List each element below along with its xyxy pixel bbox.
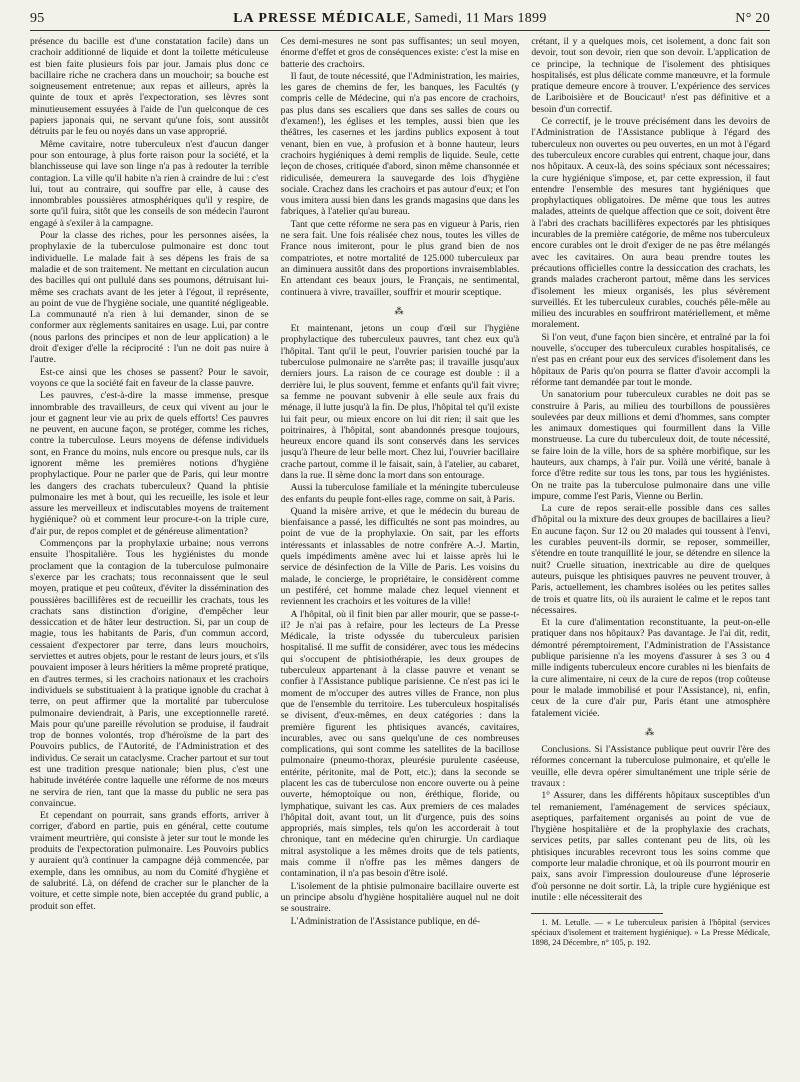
paragraph: Si l'on veut, d'une façon bien sincère, et entraîné par la foi nouvelle, s'occuper des tuberculeux curables hospitalisés, ce n'est pas en créant pour eux des services d'isolement dans les hôpitaux de Paris qu'on pourra se flatter d'avoir accompli la réforme tant demandée par tout le monde. <box>531 331 771 388</box>
paragraph: Est-ce ainsi que les choses se passent? Pour le savoir, voyons ce que la société fait en faveur de la classe pauvre. <box>30 366 269 389</box>
journal-name: LA PRESSE MÉDICALE <box>233 11 407 26</box>
paragraph: L'Administration de l'Assistance publique, en dé- <box>290 915 481 927</box>
footnote-rule <box>531 913 662 914</box>
paragraph: Pour la classe des riches, pour les personnes aisées, la prophylaxie de la tuberculose pulmonaire est donc tout individuelle. Le malade fait à ses dépens les frais de sa maladie et de son traitement. Ne mettant en circulation aucun des bacilles qui ont pullulé dans ses poumons, détruisant lui-même ses crachats avant de les jeter à l'égout, il représente, au point de vue de l'hygiène sociale, une quantité négligeable. La communauté n'a rien à lui demander, sinon de se conformer aux règlements sanitaires en usage. Lui, par contre (nous parlons des principes et non de leur application) a le droit d'exiger d'elle la réciprocité : l'un ne doit pas nuire à l'autre. <box>30 230 269 366</box>
paragraph: Conclusions. Si l'Assistance publique peut ouvrir l'ère des réformes concernant la tuberculose pulmonaire, et qu'elle le veuille, elle devra opérer simultanément une triple série de travaux : <box>531 744 771 789</box>
column-2 <box>281 36 520 1074</box>
paragraph: L'isolement de la phtisie pulmonaire bacillaire ouverte est un principe absolu d'hygiène hospitalière auquel nul ne doit se soustraire. <box>280 880 520 915</box>
paragraph: La cure de repos serait-elle possible dans ces salles d'hôpital ou la mixture des deux groupes de bacillaires a lieu? En aucune façon. Sur 12 ou 20 malades qui toussent à l'envi, les curables peuvent-ils dormir, se reposer, sommeiller, s'étendre en toute tranquillité le jour, se détendre en silence la nuit? Cruelle situation, inextricable au dire de quelques auteurs, puisque les phtisiques pauvres ne peuvent trouver, à Paris, actuellement, les chambres isolées ou les petites salles de trois et quatre lits, où ils auraient le calme et le repos tant nécessaires. <box>531 503 771 616</box>
paragraph: 1° Assurer, dans les différents hôpitaux susceptibles d'un tel remaniement, l'aménagement de services spéciaux, aseptiques, parfaitement organisés au point de vue de l'hygiène hospitalière et de la prophylaxie des crachats, services petits, par salles contenant peu de lits, où les phtisiques incurables recevront tous les soins comme que comporte leur maladie chronique, et où ils pourront mourir en paix, sans avoir l'impression douloureuse d'une léproserie d'où personne ne doit sortir. Là, la triple cure hygiénique est inutile : elle nécessiterait des <box>531 790 771 903</box>
masthead <box>45 11 736 27</box>
section-separator: ⁂ <box>394 305 406 316</box>
paragraph: Tant que cette réforme ne sera pas en vigueur à Paris, rien ne sera fait. Une fois réalisée chez nous, toutes les villes de France nous imiteront, pour le plus grand bien de nos compatriotes, et notre mortalité de 125.000 tuberculeux par an diminuera aussitôt dans des proportions invraisemblables. En attendant ces beaux jours, le Français, ne sentimental, continuera à vivre, travailler, souffrir et mourir sceptique. <box>280 218 520 298</box>
paragraph: Quand la misère arrive, et que le médecin du bureau de bienfaisance a passé, les difficultés ne sont pas moindres, au point de vue de la prophylaxie. On sait, par les efforts intéressants et inlassables de notre confrère A.-J. Martin, quels impédiments amène avec lui et laisse après lui le service de désinfection de la Ville de Paris. Les voisins du malade, le concierge, le propriétaire, le considèrent comme un pestiféré, cet homme malade chez lequel viennent et reviennent les crachoirs et les voitures de la ville! <box>280 505 520 608</box>
paragraph: Et maintenant, jetons un coup d'œil sur l'hygiène prophylactique des tuberculeux pauvres, tant chez eux qu'à l'hôpital. Tant qu'il le peut, l'ouvrier parisien touché par la tuberculose pulmonaire ne s'arrête pas; il travaille jusqu'aux derniers jours. La raison de ce courage est double : il a derrière lui, le plus souvent, femme et enfants qu'il fait vivre; sa femme ne pouvant subvenir à elle seule aux frais du ménage, il lutte jusqu'à la fin. De plus, l'hôpital tel qu'il existe lui fait peur, ou mieux encore on lui dit rien; il sait que les poitrinaires, à l'hôpital, sont abandonnés presque toujours, heureux encore quand ils sont conservés dans les services jusqu'à l'heure de leur belle mort. Chez lui, l'ouvrier bacillaire crache partout, comme il le faisait, sain, à l'atelier, au cabaret, dans la rue. Il sème donc la mort dans son entourage. <box>280 323 520 481</box>
section-separator: ⁂ <box>645 726 657 737</box>
paragraph: Même cavitaire, notre tuberculeux n'est d'aucun danger pour son entourage, à plus forte raison pour la société, et la blanchisseuse qui lave son linge n'a pas à redouter la terrible contagion. La ville qu'il habite n'a rien à craindre de lui : c'est lui, tout au contraire, qui souffre par elle, à cause des innombrables poussières atmosphériques qu'il y respire, de sorte qu'il fuira, sitôt que les conseils de son médecin l'auront engagé à s'exiler à la campagne. <box>30 138 269 229</box>
paragraph: Un sanatorium pour tuberculeux curables ne doit pas se construire à Paris, au milieu des tourbillons de poussières soulevées par deux millions et demi d'hommes, sans compter les animaux domestiques qui fourmillent dans la Ville monstrueuse. La cure du tuberculeux doit, de toute nécessité, se faire loin de la ville, hors de sa sphère morbifique, sur les hauteurs, aux champs, à l'air pur. Voilà une vérité, banale à force d'être redite sur tous les tons, par tous les hygiénistes. On ne traite pas la tuberculose pulmonaire dans une ville impure, comme l'est Paris, Vienne ou Berlin. <box>531 389 771 502</box>
issue-date: , Samedi, 11 Mars 1899 <box>406 11 547 26</box>
paragraph: crétant, il y a quelques mois, cet isolement, a donc fait son devoir, tout son devoir, rien que son devoir. L'application de ce principe, la technique de l'isolement des phtisiques hospitalisés, est plus délicate comme manœuvre, et la formule pratique demeure encore à trouver. L'expérience des services de Lariboisière et de Boucicaut¹ n'est pas définitive et a besoin d'un correctif. <box>531 36 771 115</box>
paragraph: Ce correctif, je le trouve précisément dans les devoirs de l'Administration de l'Assistance publique à l'égard des tuberculeux non ouvertes ou peu ouvertes, en un mot à l'égard des tuberculeux encore curables qui entrent, chaque jour, dans nos hôpitaux. A ceux-là, des soins spéciaux sont nécessaires; la cure hygiénique s'impose, et, par cette expression, il faut entendre l'ensemble des mesures tant hygiéniques que prophylactiques obligatoires. De même que tous les autres malades, atteints de quelque affection que ce soit, doivent être à l'abri des crachats bacillifères expectorés par les phtisiques incurables de la première catégorie, de même nos tuberculeux encore curables ont le droit d'exiger de ne pas être mélangés avec les cavitaires. On aura beau prendre toutes les précautions officielles contre la dessiccation des crachats, les grands malades cracheront partout, même dans les services d'isolement les mieux organisés, les plus sévèrement surveillés. Et les tuberculeux curables, couchés pêle-mêle au milieu des incurables en souffriront matériellement, et même moralement. <box>531 116 771 331</box>
paragraph: Et la cure d'alimentation reconstituante, la peut-on-elle pratiquer dans nos hôpitaux? Pas davantage. Je l'ai dit, redit, démontré péremptoirement, l'Administration de l'Assistance publique parisienne n'a les moyens d'assurer à ses 3 ou 4 mille indigents tuberculeux encore curables ni les bienfaits de la cure alimentaire, ni ceux de la cure de repos (trop coûteuse pour le malade immobilisé et pour l'Assistance), ni, enfin, ceux de la cure d'air pur, Paris étant une atmosphère fatalement viciée. <box>531 617 771 719</box>
column-1 <box>30 36 269 1074</box>
paragraph: présence du bacille est d'une constatation facile) dans un crachoir additionné de liquide et dont la toilette méticuleuse est bien faite plusieurs fois par jour. Jamais plus donc ce bacillaire riche ne crachera dans un mouchoir; sa bouche est soigneusement entretenue; aux repas et ailleurs, après la quinte de toux et après l'expectoration, ses lèvres sont minutieusement essuyées à l'aide de l'un quelconque de ces papiers japonais qui, ne servant qu'une fois, sont aussitôt détruits par le feu ou noyés dans un vase approprié. <box>30 36 269 138</box>
text-columns <box>30 36 770 1074</box>
page-header <box>30 8 770 31</box>
paragraph: Il faut, de toute nécessité, que l'Administration, les mairies, les gares de chemins de fer, les banques, les Facultés (y compris celle de Médecine, qui n'a pas encore de crachoirs, pas plus dans ses escaliers que dans ses salles de cours ou d'examen!), les églises et les temples, aussi bien que les théâtres, les casernes et les jardins publics exposent à tout venant, bien en vue, à profusion et à bonne hauteur, leurs crachoirs hygiéniques à demi remplis de liquide. Seule, cette leçon de choses, critiquée d'abord, sinon même chansonnée et ridiculisée, demeurera la sauvegarde des lois d'hygiène sociale. Crachez dans les crachoirs et pas autour d'eux; et l'on vous imitera aussi bien dans les grands magasins que dans les fabriques, à l'atelier qu'au bureau. <box>280 70 520 218</box>
paragraph: A l'hôpital, où il finit bien par aller mourir, que se passe-t-il? Je n'ai pas à refaire, pour les lecteurs de La Presse Médicale, la triste odyssée du tuberculeux parisien hospitalisé. Il me suffit de considérer, avec tous les médecins qui s'occupent de phtisiothérapie, les deux groupes de tuberculeux appartenant à la classe pauvre et venant se confier à l'Assistance publique parisienne. Ce n'est pas ici le moment de m'occuper des autres villes de France, non plus que de l'ensemble du territoire. Les tuberculeux hospitalisés se divisent, d'eux-mêmes, en deux catégories : dans la première figurent les phtisiques avancés, cavitaires, incurables, avec ou sans quelqu'une de ces nombreuses complications, qui sont comme les satellites de la bacillose pulmonaire (pneumo-thorax, pleurésie purulente caséeuse, entérite, péritonite, mal de Pott, etc.); dans la seconde se placent les cas de tuberculose non encore ouverte ou à peine ouverte, hémoptoïque ou non, éréthique, floride, ou lymphatique, suivant les cas. Aux premiers de ces malades l'hôpital doit, avant tout, un lit d'urgence, puis des soins appropriés, mais simples, tels qu'on les accorderait à tout chronique, tant en médecine qu'en chirurgie. Un cardiaque mitral asystolique a les mêmes droits que de tels patients, mais comme il n'offre pas les mêmes dangers de contamination, il n'a pas besoin d'être isolé. <box>280 608 520 880</box>
paragraph: Ces demi-mesures ne sont pas suffisantes; un seul moyen, énorme d'effet et gros de conséquences existe: c'est la mise en batterie des crachoirs. <box>280 36 520 70</box>
paragraph: Commençons par la prophylaxie urbaine; nous verrons ensuite l'hospitalière. Tous les hygiénistes du monde proclament que la contagion de la tuberculose pulmonaire s'exerce par les crachats; tous reconnaissent que le seul moyen, pratique et peu coûteux, d'éviter la dissémination des poussières bacillifères est de recueillir les crachats, tous les crachats sans distinction d'origine, d'empêcher leur dessiccation et de hâter leur destruction. Si, par un coup de magie, tous les habitants de Paris, d'un commun accord, cessaient d'expectorer par terre, dans leurs mouchoirs, serviettes et autres objets, pour le restant de leurs jours, et s'ils pouvaient imposer à leurs héritiers la même propreté pratique, en d'autres termes, si les crachoirs nationaux et les crachoirs individuels se substituaient à la pratique ignoble du crachat à terre, on peut affirmer que la mortalité par tuberculose pulmonaire deviendrait, à Paris, une exceptionnelle rareté. Mais pour qu'une pareille révolution se produise, il faudrait trop de bonnes volontés, trop d'héroïsme de la part des Pouvoirs publics, de l'Autorité, de l'Administration et des individus. Ce serait un cataclysme. Cracher partout et sur tout est une tradition presque nationale; bien plus, c'est une habitude invétérée contre laquelle une réforme de nos mœurs ne servira de rien, tant que la masse du public ne sera pas convaincue. <box>30 538 269 809</box>
footnote: 1. M. Letulle. — « Le tuberculeux parisien à l'hôpital (services spéciaux d'isolement et traitement hygiénique). » La Presse Médicale, 1898, 24 Décembre, n° 105, p. 192. <box>531 918 771 948</box>
paragraph: Et cependant on pourrait, sans grands efforts, arriver à corriger, d'abord en partie, puis en général, cette coutume vraiment meurtrière, qui consiste à jeter sur tout le monde les produits de l'expectoration pulmonaire. Les Pouvoirs publics y auraient qu'à continuer la campagne déjà commencée, par exemple, dans les omnibus, au nom du Comité d'hygiène et de salubrité. Là, on défend de cracher sur le plancher de la voiture, et cette simple note, bien acceptée du grand public, a produit son effet. <box>30 810 269 912</box>
column-3 <box>531 36 770 1074</box>
page-number: 95 <box>30 11 45 26</box>
paragraph: Aussi la tuberculose familiale et la méningite tuberculeuse des enfants du peuple font-elles rage, comme on sait, à Paris. <box>280 482 520 505</box>
paragraph: Les pauvres, c'est-à-dire la masse immense, presque innombrable des travailleurs, de ceux qui vivent au jour le jour et gagnent leur vie au prix de quels efforts! Ces pauvres ne peuvent, en aucune façon, se protéger, comme les riches, contre la tuberculose. Leurs moyens de défense individuels sont, en France du moins, nuls encore ou presque nuls, car ils ignorent même les premières notions d'hygiène prophylactique. Pour ne parler que de Paris, qui leur montre les dangers des crachats tuberculeux? Quand la phtisie pulmonaire les met à bout, qui les recueille, les isole et leur assure les merveilleux et indiscutables moyens de traitement hygiénique? où et comment leur procure-t-on la triple cure, d'air pur, de repos complet et de généreuse alimentation? <box>30 390 269 537</box>
issue-number: N° 20 <box>735 11 770 26</box>
